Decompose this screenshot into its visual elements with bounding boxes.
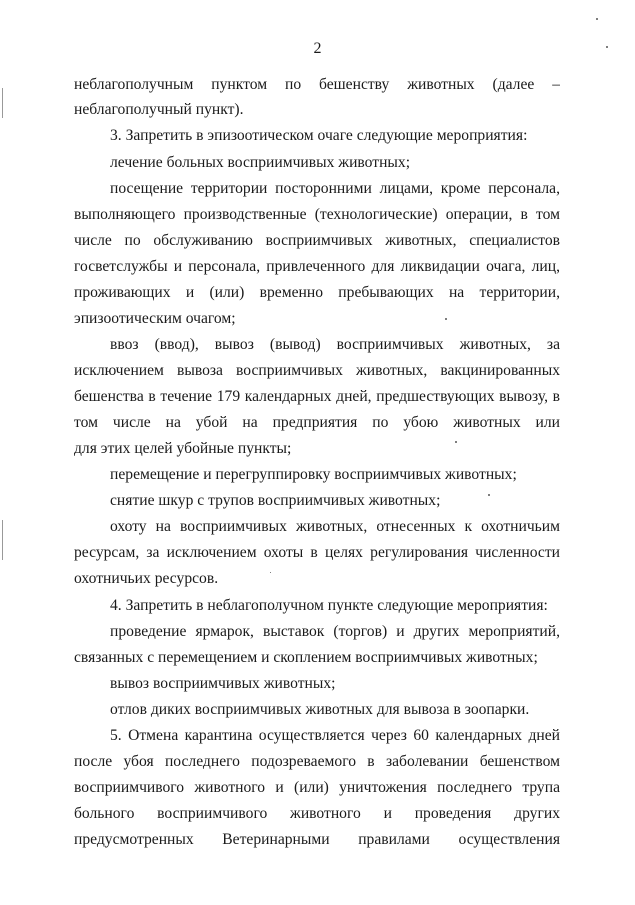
text-line: охотничьих ресурсов. bbox=[74, 570, 219, 587]
text-line: 3. Запретить в эпизоотическом очаге следующие мероприятия: bbox=[110, 127, 528, 144]
text-line: для этих целей убойные пункты; bbox=[74, 440, 292, 457]
text-line: том числе на убой на предприятия по убою животных или bbox=[74, 414, 560, 431]
text-line: неблагополучный пункт). bbox=[74, 101, 244, 118]
text-line: перемещение и перегруппировку восприимчивых животных; bbox=[110, 466, 517, 483]
text-line: проживающих и (или) временно пребывающих на территории, bbox=[74, 284, 560, 301]
page-number: 2 bbox=[313, 40, 322, 57]
text-line: снятие шкур с трупов восприимчивых животных; bbox=[110, 492, 441, 509]
scan-edge-mark bbox=[2, 520, 3, 560]
text-line: связанных с перемещением и скоплением восприимчивых животных; bbox=[74, 649, 538, 666]
text-line: числе по обслуживанию восприимчивых животных, специалистов bbox=[74, 232, 560, 249]
text-line: 5. Отмена карантина осуществляется через 60 календарных дней bbox=[110, 727, 560, 744]
scan-edge-mark bbox=[2, 88, 3, 118]
text-line: эпизоотическим очагом; bbox=[74, 310, 236, 327]
scan-speck bbox=[488, 494, 490, 496]
text-line: вывоз восприимчивых животных; bbox=[110, 675, 336, 692]
text-line: выполняющего производственные (технологические) операции, в том bbox=[74, 206, 560, 223]
text-line: посещение территории посторонними лицами, кроме персонала, bbox=[110, 180, 560, 197]
text-line: ресурсам, за исключением охоты в целях регулирования численности bbox=[74, 544, 560, 561]
text-line: лечение больных восприимчивых животных; bbox=[110, 154, 411, 171]
text-line: неблагополучным пунктом по бешенству животных (далее – bbox=[74, 76, 560, 93]
scan-speck bbox=[270, 572, 271, 573]
text-line: 4. Запретить в неблагополучном пункте следующие мероприятия: bbox=[110, 597, 548, 614]
text-line: восприимчивого животного и (или) уничтожения последнего трупа bbox=[74, 779, 560, 796]
text-line: проведение ярмарок, выставок (торгов) и других мероприятий, bbox=[110, 623, 560, 640]
text-line: госветслужбы и персонала, привлеченного для ликвидации очага, лиц, bbox=[74, 258, 560, 275]
scan-speck bbox=[606, 46, 608, 48]
scan-speck bbox=[455, 441, 457, 443]
text-line: больного восприимчивого животного и проведения других bbox=[74, 805, 560, 822]
scan-speck bbox=[445, 318, 447, 320]
text-line: отлов диких восприимчивых животных для вывоза в зоопарки. bbox=[110, 701, 530, 718]
text-line: после убоя последнего подозреваемого в заболевании бешенством bbox=[74, 753, 560, 770]
text-line: предусмотренных Ветеринарными правилами осуществления bbox=[74, 831, 560, 848]
text-line: бешенства в течение 179 календарных дней, предшествующих вывозу, в bbox=[74, 388, 560, 405]
text-line: охоту на восприимчивых животных, отнесенных к охотничьим bbox=[110, 518, 560, 535]
text-line: исключением вывоза восприимчивых животных, вакцинированных bbox=[74, 362, 560, 379]
scan-speck bbox=[596, 18, 598, 20]
text-line: ввоз (ввод), вывоз (вывод) восприимчивых животных, за bbox=[110, 336, 560, 353]
